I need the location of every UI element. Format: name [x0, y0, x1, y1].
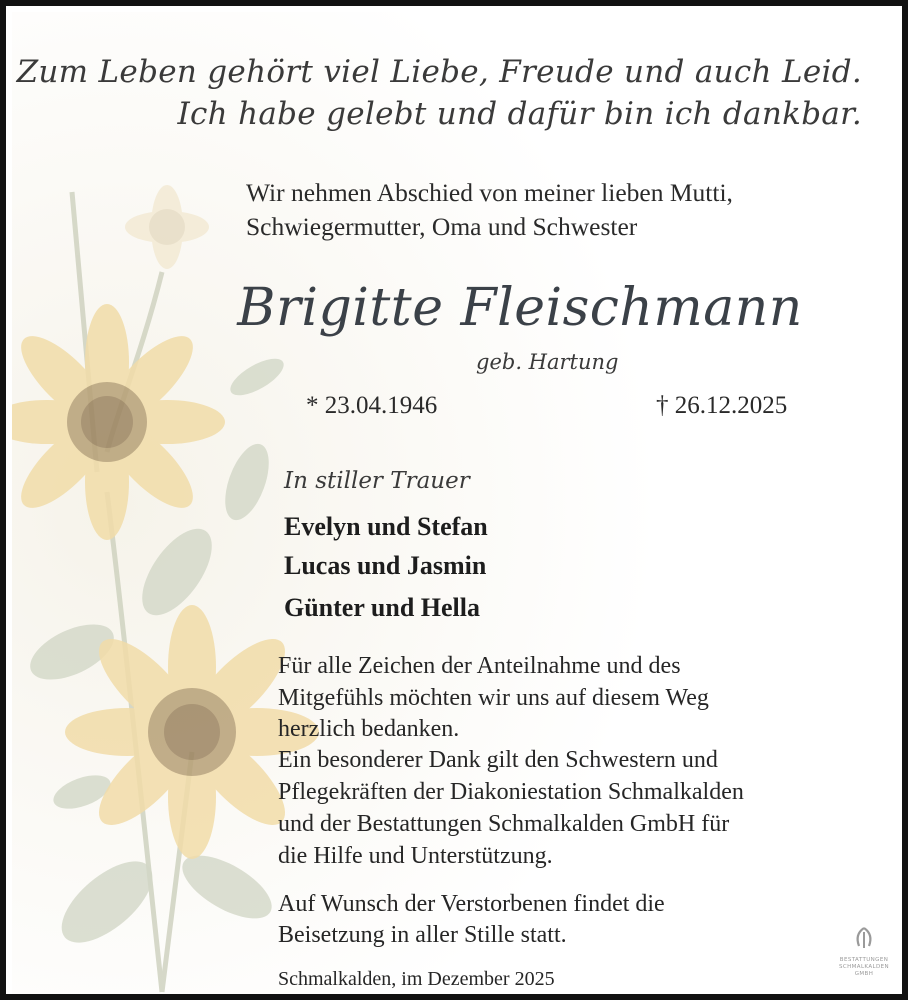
logo-text-line: GMBH — [854, 971, 874, 977]
birth-date: * 23.04.1946 — [306, 392, 438, 419]
thanks-line: herzlich bedanken. — [278, 716, 460, 742]
funeral-home-emblem-icon — [850, 924, 878, 952]
mourner-name: Günter und Hella — [284, 593, 481, 622]
thanks-line: die Hilfe und Unterstützung. — [278, 843, 553, 869]
thanks-line: Mitgefühls möchten wir uns auf diesem Weg — [278, 685, 709, 711]
mourning-label: In stiller Trauer — [284, 468, 470, 494]
motto-line-2: Ich habe gelebt und dafür bin ich dankbar. — [177, 96, 862, 132]
burial-line: Beisetzung in aller Stille statt. — [278, 922, 567, 948]
logo-text-line: BESTATTUNGEN — [839, 957, 889, 963]
mourner-name: Evelyn und Stefan — [284, 512, 488, 541]
thanks-line: Für alle Zeichen der Anteilnahme und des — [278, 653, 681, 679]
place-and-date: Schmalkalden, im Dezember 2025 — [278, 968, 555, 990]
birth-name: geb. Hartung — [476, 350, 619, 374]
deceased-name: Brigitte Fleischmann — [237, 278, 803, 338]
intro-line-2: Schwiegermutter, Oma und Schwester — [246, 212, 638, 241]
death-date: † 26.12.2025 — [656, 392, 788, 419]
thanks-line: Pflegekräften der Diakoniestation Schmalkalden — [278, 779, 744, 805]
thanks-line: und der Bestattungen Schmalkalden GmbH für — [278, 811, 730, 837]
intro-line-1: Wir nehmen Abschied von meiner lieben Mutti, — [246, 178, 733, 207]
mourner-name: Lucas und Jasmin — [284, 551, 487, 580]
logo-text-line: SCHMALKALDEN — [838, 964, 889, 970]
thanks-line: Ein besonderer Dank gilt den Schwestern und — [278, 747, 718, 773]
funeral-home-logo — [836, 924, 892, 978]
burial-line: Auf Wunsch der Verstorbenen findet die — [278, 891, 665, 917]
motto-line-1: Zum Leben gehört viel Liebe, Freude und auch Leid. — [16, 54, 862, 90]
